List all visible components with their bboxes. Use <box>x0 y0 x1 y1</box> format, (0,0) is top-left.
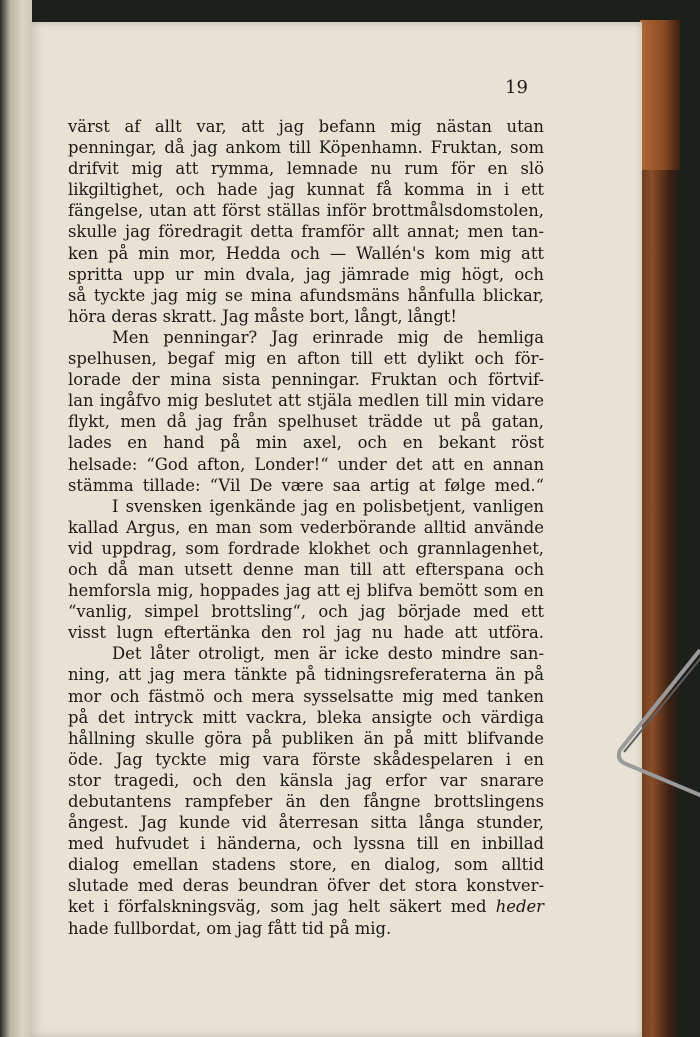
text-line: höra deras skratt. Jag måste bort, långt, långt! <box>68 306 457 326</box>
book-page <box>30 22 642 1037</box>
text-line: kallad Argus, en man som vederbörande alltid använde <box>68 517 544 537</box>
text-line: “vanlig, simpel brottsling“, och jag började med ett <box>68 602 544 622</box>
text-line: Det låter otroligt, men är icke desto mindre san- <box>112 644 544 664</box>
page-number: 19 <box>505 77 528 98</box>
eyeglasses-icon <box>612 630 700 800</box>
text-line: ångest. Jag kunde vid återresan sitta långa stunder, <box>68 813 544 833</box>
text-line: slutade med deras beundran öfver det stora konstver- <box>68 876 544 896</box>
text-line: lan ingåfvo mig beslutet att stjäla medlen till min vidare <box>68 391 544 411</box>
text-line: och då man utsett denne man till att efterspana och <box>68 559 544 579</box>
text-line: lorade der mina sista penningar. Fruktan och förtvif- <box>68 370 544 390</box>
italic-word: heder <box>495 897 544 917</box>
text-line: skulle jag föredragit detta framför allt annat; men tan- <box>68 222 544 242</box>
text-line: hemforsla mig, hoppades jag att ej blifva bemött som en <box>68 581 544 601</box>
text-line: drifvit mig att rymma, lemnade nu rum för en slö <box>68 159 544 179</box>
text-line: stämma tillade: “Vil De være saa artig at følge med.“ <box>68 475 544 495</box>
text-line: ning, att jag mera tänkte på tidningsreferaterna än på <box>68 665 544 685</box>
text-line: hållning skulle göra på publiken än på mitt blifvande <box>68 728 544 748</box>
text-line: spritta upp ur min dvala, jag jämrade mig högt, och <box>68 264 544 284</box>
text-line: Men penningar? Jag erinrade mig de hemliga <box>112 327 544 347</box>
text-line: fängelse, utan att först ställas inför brottmålsdomstolen, <box>68 201 544 221</box>
text-line: flykt, men då jag från spelhuset trädde ut på gatan, <box>68 412 544 432</box>
text-line: spelhusen, begaf mig en afton till ett dylikt och för- <box>68 349 544 369</box>
text-line: penningar, då jag ankom till Köpenhamn. Fruktan, som <box>68 138 544 158</box>
text-line: hade fullbordat, om jag fått tid på mig. <box>68 918 392 938</box>
text-line: lades en hand på min axel, och en bekant röst <box>68 433 544 453</box>
text-line: ken på min mor, Hedda och — Wallén's kom mig att <box>68 243 544 263</box>
text-line: debutantens rampfeber än den fångne brottslingens <box>68 792 544 811</box>
text-line: stor tragedi, och den känsla jag erfor var snarare <box>68 770 544 790</box>
text-line: mor och fästmö och mera sysselsatte mig med tanken <box>68 686 544 706</box>
page-text <box>68 116 544 939</box>
book-cover-edge-top <box>640 20 680 170</box>
text-line: öde. Jag tyckte mig vara förste skådespelaren i en <box>68 749 544 769</box>
text-line: visst lugn eftertänka den rol jag nu hade att utföra. <box>68 623 544 643</box>
book-spine-left <box>0 0 32 1037</box>
text-line: ket i förfalskningsväg, som jag helt säkert med heder <box>68 897 544 917</box>
text-line: på det intryck mitt vackra, bleka ansigte och värdiga <box>68 707 544 727</box>
text-line: likgiltighet, och hade jag kunnat få komma in i ett <box>68 180 544 200</box>
text-line: I svensken igenkände jag en polisbetjent, vanligen <box>112 496 544 516</box>
text-line: vid uppdrag, som fordrade klokhet och grannlagenhet, <box>68 538 544 558</box>
text-line: med hufvudet i händerna, och lyssna till en inbillad <box>68 834 544 854</box>
text-line: helsade: “God afton, Londer!“ under det att en annan <box>68 454 544 474</box>
text-line: dialog emellan stadens store, en dialog, som alltid <box>68 855 544 875</box>
text-line: så tyckte jag mig se mina afundsmäns hånfulla blickar, <box>68 285 544 305</box>
text-line: värst af allt var, att jag befann mig nästan utan <box>68 117 544 136</box>
book-cover-edge <box>640 20 680 1037</box>
